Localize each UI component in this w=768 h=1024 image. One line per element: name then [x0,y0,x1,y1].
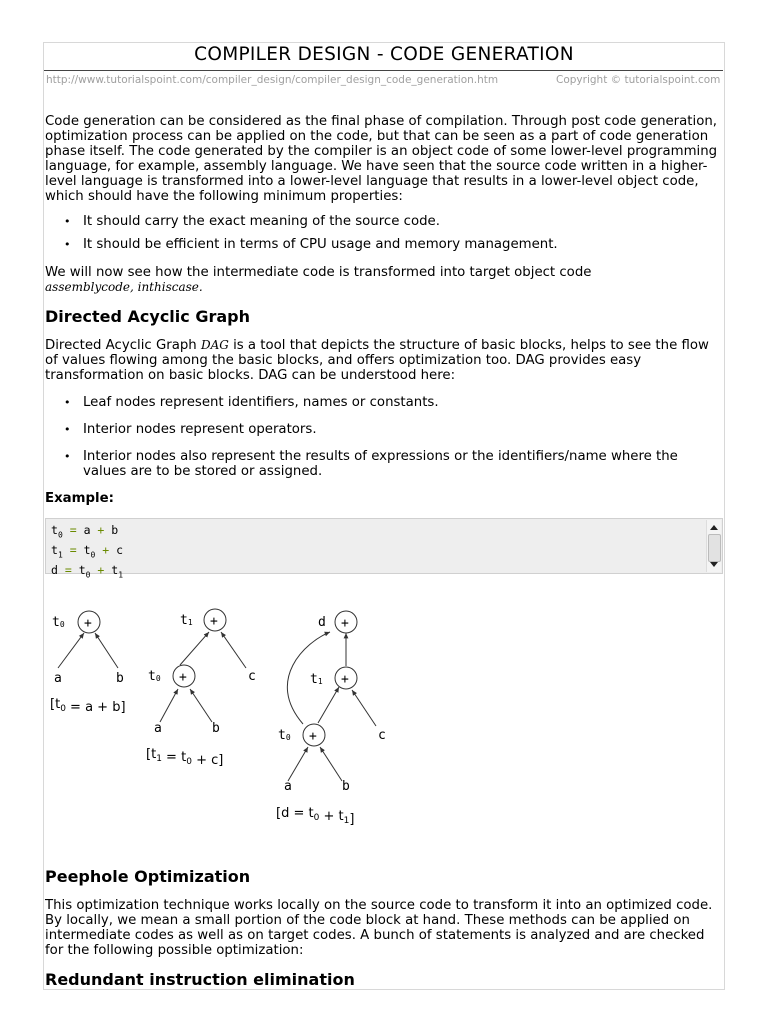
title-divider [44,70,723,71]
dag-bullet-3: • Interior nodes also represent the results of expressions or the identifiers/name where the values are to be stored or assigned. [67,449,722,479]
code-block [45,518,723,579]
dag-term: DAG [200,338,229,352]
dag-heading: Directed Acyclic Graph [45,307,250,326]
example-label: Example: [45,491,114,506]
page-title: COMPILER DESIGN - CODE GENERATION [194,44,574,65]
code-text [51,523,123,582]
graph2-leaf-c: c [248,669,256,684]
graph3-caption: $[d = t_0 + t_1]$ [276,806,355,827]
code-line: $t_1 = t_0 + c$ [51,542,124,560]
plus-label: + [84,616,92,631]
graph3-leaf-b: b [342,779,350,794]
graph1-leaf-b: b [116,671,124,686]
intro-paragraph: Code generation can be considered as the final phase of compilation. Through post code generation, optimization process can be applied on the code, but that can be seen as a part of code generation phase itself. The code generated by the compiler is an object code of some lower-level programming language, for example, assembly language. We have seen that the source code written in a higher-level language is transformed into a lower-level language that results in a lower-level object code, which should have the following minimum properties: [45,114,718,204]
source-url-link[interactable]: http://www.tutorialspoint.com/compiler_design/compiler_design_code_generation.htm [46,74,499,86]
graph3-leaf-c: c [378,728,386,743]
transform-note: assemblycode, inthiscase. [45,280,203,294]
redundant-heading: Redundant instruction elimination [45,970,355,989]
code-line: $t_0 = a + b$ [51,523,119,540]
graph1-caption: $[t_0 = a + b]$ [50,697,126,715]
intro-bullet-2: • It should be efficient in terms of CPU usage and memory management. [67,237,722,252]
transform-text: We will now see how the intermediate code is transformed into target object code [45,265,592,280]
graph2-root-label: t1 [180,613,193,628]
plus-label: + [179,670,187,685]
scroll-up-icon[interactable] [710,525,718,530]
plus-label: + [210,614,218,629]
graph3-root-label: d [318,615,326,630]
graph2-leaf-a: a [154,721,162,736]
plus-label: + [341,672,349,687]
graph2-mid-label: t0 [148,669,161,684]
scroll-thumb[interactable] [708,534,721,562]
graph2-leaf-b: b [212,721,220,736]
graph3-leaf-a: a [284,779,292,794]
dag-paragraph: Directed Acyclic Graph DAG is a tool that depicts the structure of basic blocks, helps to see the flow of values flowing among the basic blocks, and offers optimization too. DAG provides easy transformation on basic blocks. DAG can be understood here: [45,338,709,383]
graph3-mid-label: t1 [310,672,323,687]
peephole-heading: Peephole Optimization [45,867,251,886]
code-scrollbar[interactable] [706,520,721,572]
plus-label: + [309,729,317,744]
dag-diagram [0,590,768,830]
copyright-notice: Copyright © tutorialspoint.com [556,74,721,86]
graph1-root-label: t0 [52,615,65,630]
intro-bullet-1: • It should carry the exact meaning of the source code. [67,214,722,229]
graph1-leaf-a: a [54,671,62,686]
scroll-down-icon[interactable] [710,562,718,567]
graph3-low-label: t0 [278,728,291,743]
dag-bullet-1: • Leaf nodes represent identifiers, names or constants. [67,395,722,410]
peephole-paragraph: This optimization technique works locally on the source code to transform it into an optimized code. By locally, we mean a small portion of the code block at hand. These methods can be applied on intermediate codes as well as on target codes. A bunch of statements is analyzed and are checked for the following possible optimization: [45,898,713,958]
transform-paragraph [45,265,723,295]
graph2-caption: $[t_1 = t_0 + c]$ [146,747,224,768]
code-line: $d = t_0 + t_1$ [51,562,124,579]
plus-label: + [341,616,349,631]
dag-bullet-2: • Interior nodes represent operators. [67,422,722,437]
